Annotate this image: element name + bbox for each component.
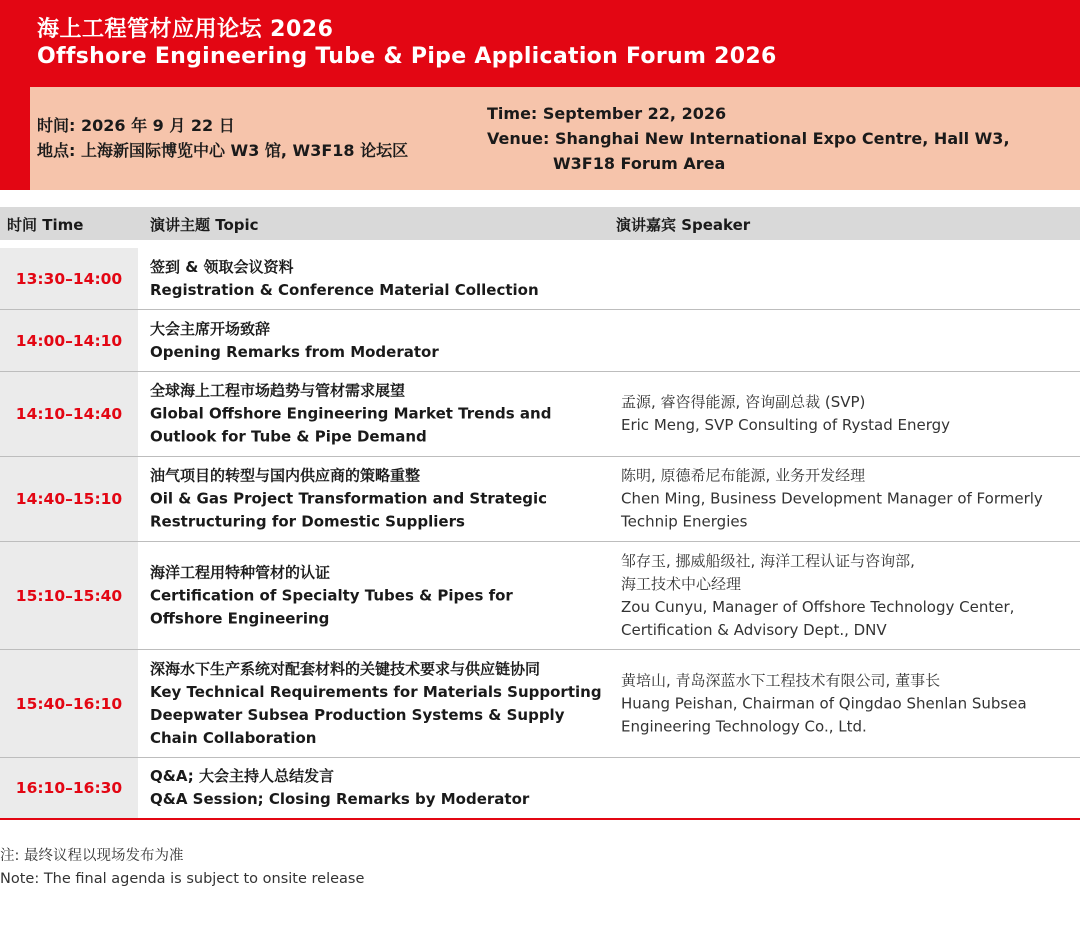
venue-en-line1: Venue: Shanghai New International Expo Centre, Hall W3, [487, 129, 1010, 148]
topic-en: Outlook for Tube & Pipe Demand [150, 427, 427, 446]
topic-zh: 油气项目的转型与国内供应商的策略重整 [150, 466, 421, 485]
row-speaker [621, 669, 1071, 738]
table-row [0, 310, 1080, 372]
row-time: 15:10–15:40 [15, 586, 123, 605]
topic-zh: Q&A; 大会主持人总结发言 [150, 767, 334, 785]
topic-en: Global Offshore Engineering Market Trends and [150, 404, 552, 423]
speaker-en: Chen Ming, Business Development Manager of Formerly [621, 489, 1043, 508]
topic-zh: 签到 & 领取会议资料 [150, 257, 294, 276]
note-zh: 注: 最终议程以现场发布为准 [0, 848, 184, 864]
table-row [0, 650, 1080, 758]
speaker-zh: 黄培山, 青岛深蓝水下工程技术有限公司, 董事长 [621, 671, 941, 689]
time-zh: 时间: 2026 年 9 月 22 日 [37, 116, 235, 135]
venue-zh: 地点: 上海新国际博览中心 W3 馆, W3F18 论坛区 [37, 141, 409, 160]
info-english [487, 101, 1010, 176]
row-time: 13:30–14:00 [15, 269, 123, 288]
row-topic [150, 256, 605, 302]
row-speaker [621, 465, 1071, 534]
row-topic [150, 465, 605, 534]
topic-en: Offshore Engineering [150, 609, 330, 627]
table-row [0, 758, 1080, 820]
speaker-en: Huang Peishan, Chairman of Qingdao Shenlan Subsea [621, 694, 1027, 712]
speaker-en: Eric Meng, SVP Consulting of Rystad Energy [621, 416, 951, 434]
topic-zh: 海洋工程用特种管材的认证 [150, 563, 331, 581]
row-speaker [621, 391, 1071, 437]
row-time: 16:10–16:30 [15, 779, 123, 797]
title-chinese: 海上工程管材应用论坛 2026 [37, 17, 334, 42]
note-en: Note: The final agenda is subject to onsite release [0, 871, 365, 887]
speaker-zh: 海工技术中心经理 [621, 574, 742, 593]
row-time: 14:10–14:40 [15, 405, 123, 423]
table-header [0, 207, 1080, 240]
topic-en: Q&A Session; Closing Remarks by Moderator [150, 790, 530, 808]
header-time: 时间 Time [7, 216, 84, 234]
topic-en: Key Technical Requirements for Materials Supporting [150, 682, 602, 701]
table-row [0, 248, 1080, 310]
row-topic [150, 658, 605, 750]
topic-zh: 大会主席开场致辞 [150, 319, 271, 338]
table-row [0, 372, 1080, 457]
info-chinese [37, 113, 408, 163]
title-english: Offshore Engineering Tube & Pipe Application Forum 2026 [37, 44, 777, 69]
speaker-en: Zou Cunyu, Manager of Offshore Technology Center, [621, 597, 1015, 616]
row-time: 14:40–15:10 [15, 490, 123, 508]
row-time: 14:00–14:10 [15, 331, 123, 350]
venue-en-line2: W3F18 Forum Area [553, 154, 726, 173]
speaker-zh: 孟源, 睿咨得能源, 咨询副总裁 (SVP) [621, 393, 866, 411]
speaker-en: Certification & Advisory Dept., DNV [621, 620, 887, 639]
row-topic [150, 765, 605, 811]
topic-zh: 深海水下生产系统对配套材料的关键技术要求与供应链协同 [150, 659, 541, 678]
table-row [0, 542, 1080, 650]
row-time: 15:40–16:10 [15, 694, 123, 713]
topic-en: Deepwater Subsea Production Systems & Supply [150, 705, 565, 724]
header-speaker: 演讲嘉宾 Speaker [616, 216, 751, 234]
speaker-zh: 陈明, 原德希尼布能源, 业务开发经理 [621, 466, 866, 485]
topic-en: Opening Remarks from Moderator [150, 342, 439, 361]
table-row [0, 457, 1080, 542]
speaker-zh: 邹存玉, 挪威船级社, 海洋工程认证与咨询部, [621, 551, 915, 570]
row-topic [150, 380, 605, 449]
time-en: Time: September 22, 2026 [487, 104, 727, 123]
row-topic [150, 561, 605, 630]
row-speaker [621, 550, 1071, 642]
footnote [0, 845, 364, 891]
header-banner [0, 0, 1080, 190]
info-box [30, 87, 1080, 190]
topic-en: Restructuring for Domestic Suppliers [150, 512, 465, 531]
speaker-en: Technip Energies [621, 512, 748, 531]
speaker-en: Engineering Technology Co., Ltd. [621, 717, 867, 735]
topic-en: Certification of Specialty Tubes & Pipes for [150, 586, 513, 604]
header-topic: 演讲主题 Topic [150, 216, 259, 234]
topic-zh: 全球海上工程市场趋势与管材需求展望 [150, 381, 406, 400]
topic-en: Registration & Conference Material Collection [150, 280, 539, 299]
topic-en: Chain Collaboration [150, 728, 317, 747]
topic-en: Oil & Gas Project Transformation and Strategic [150, 489, 548, 508]
row-topic [150, 318, 605, 364]
